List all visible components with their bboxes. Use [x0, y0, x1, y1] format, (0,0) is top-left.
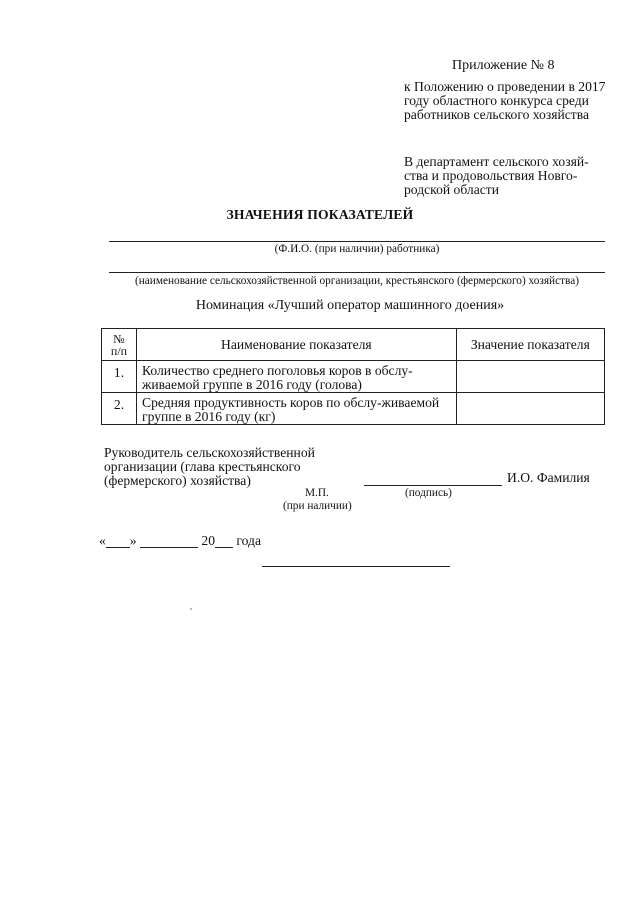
- header-indicator-value: Значение показателя: [456, 329, 604, 361]
- date-line: [99, 533, 261, 549]
- row-indicator-value[interactable]: [456, 393, 604, 425]
- signer-title: Руководитель сельскохозяйственной организации (глава крестьянского (фермерского) хозяйства): [104, 445, 315, 488]
- header-number: № п/п: [102, 329, 137, 361]
- signature-line: [364, 485, 502, 486]
- signer-name: И.О. Фамилия: [507, 470, 590, 485]
- worker-name-line: [109, 241, 605, 242]
- appendix-title: Приложение № 8: [452, 58, 555, 73]
- row-indicator-name: Средняя продуктивность коров по обслу-живаемой группе в 2016 году (кг): [137, 393, 457, 425]
- seal-note: (при наличии): [283, 500, 352, 512]
- day-blank[interactable]: [106, 535, 130, 548]
- nomination-title: Номинация «Лучший оператор машинного доения»: [195, 298, 505, 313]
- year-suffix: года: [236, 533, 261, 548]
- year-prefix: 20: [201, 533, 215, 548]
- worker-name-caption: (Ф.И.О. (при наличии) работника): [274, 243, 440, 255]
- document-title: ЗНАЧЕНИЯ ПОКАЗАТЕЛЕЙ: [226, 207, 414, 222]
- date-open-quote: «: [99, 533, 106, 548]
- date-close-quote: »: [129, 533, 137, 548]
- organization-line: [109, 272, 605, 273]
- month-blank[interactable]: [140, 535, 198, 548]
- table-row: [102, 361, 605, 393]
- row-number: 1.: [102, 361, 137, 393]
- addressee-block: В департамент сельского хозяй-ства и продовольствия Новго-родской области: [404, 154, 589, 197]
- organization-caption: (наименование сельскохозяйственной организации, крестьянского (фермерского) хозяйства): [134, 275, 580, 287]
- appendix-reference: к Положению о проведении в 2017 году областного конкурса среди работников сельского хозяйства: [404, 79, 606, 122]
- indicators-table: [101, 328, 605, 425]
- signature-caption: (подпись): [405, 487, 452, 499]
- row-indicator-value[interactable]: [456, 361, 604, 393]
- header-indicator-name: Наименование показателя: [137, 329, 457, 361]
- table-row: [102, 393, 605, 425]
- scan-dot: [190, 608, 192, 610]
- seal-label: М.П.: [305, 487, 329, 499]
- bottom-line: [262, 566, 450, 567]
- row-number: 2.: [102, 393, 137, 425]
- table-header-row: [102, 329, 605, 361]
- year-blank[interactable]: [215, 535, 233, 548]
- row-indicator-name: Количество среднего поголовья коров в обслу-живаемой группе в 2016 году (голова): [137, 361, 457, 393]
